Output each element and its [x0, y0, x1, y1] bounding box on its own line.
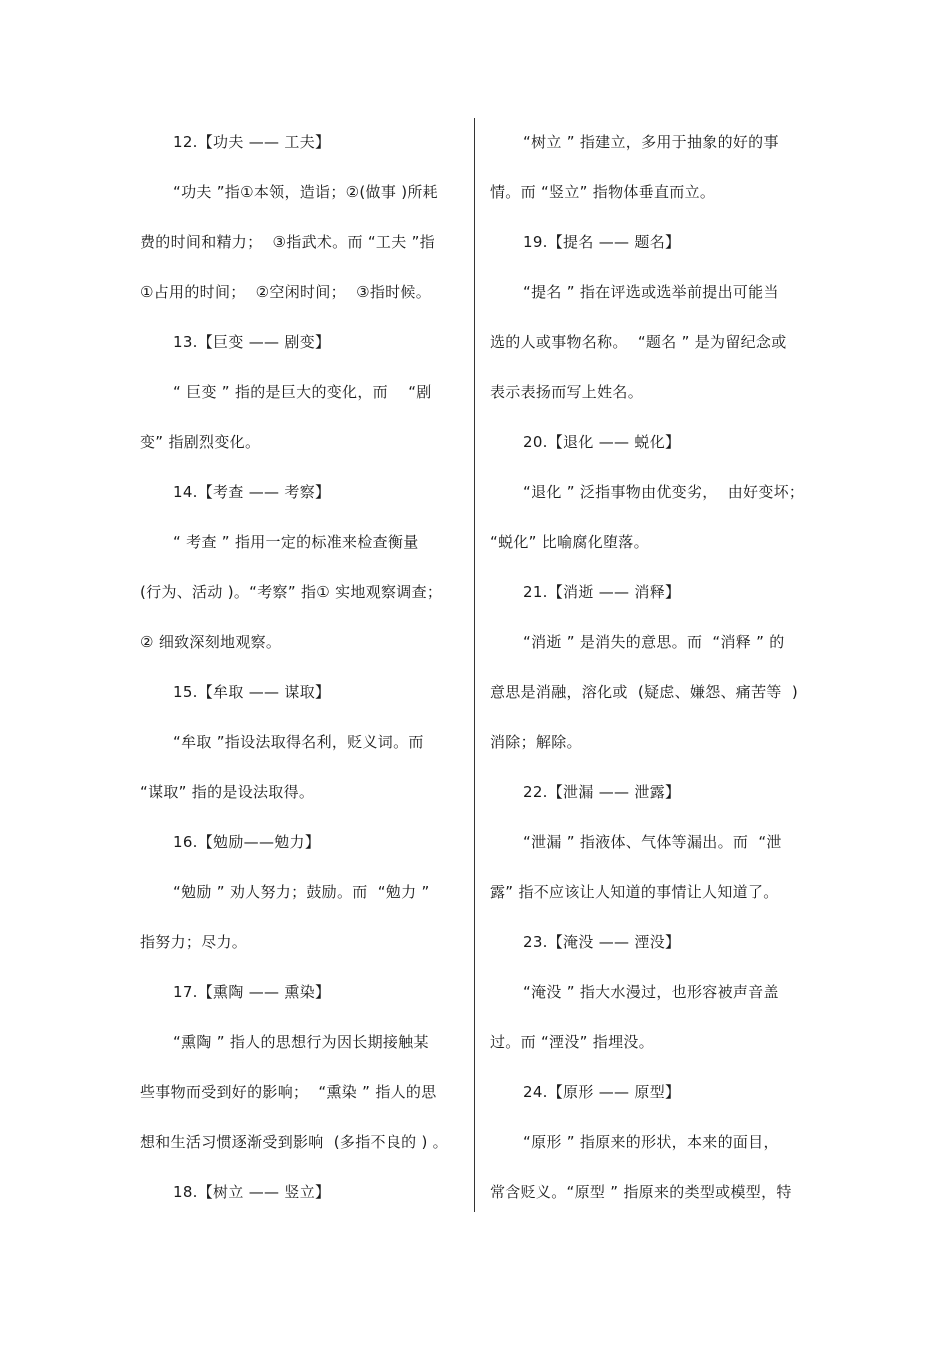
- text-line: 露” 指不应该让人知道的事情让人知道了。: [490, 883, 779, 901]
- text-line: “勉励 ” 劝人努力；鼓励。而 “勉力 ”: [173, 883, 430, 901]
- right-column: [490, 117, 820, 1217]
- text-line: “泄漏 ” 指液体、气体等漏出。而 “泄: [523, 833, 782, 851]
- text-line: 22.【泄漏 —— 泄露】: [523, 783, 681, 801]
- text-line: “ 巨变 ” 指的是巨大的变化，而 “剧: [173, 383, 432, 401]
- text-line: ② 细致深刻地观察。: [140, 633, 282, 651]
- text-line: (行为、活动 )。“考察” 指① 实地观察调查；: [140, 583, 443, 601]
- text-line: 消除；解除。: [490, 733, 582, 751]
- text-line: 19.【提名 —— 题名】: [523, 233, 681, 251]
- column-divider: [474, 118, 475, 1212]
- text-line: 意思是消融，溶化或 (疑虑、嫌怨、痛苦等 ): [490, 683, 798, 701]
- text-line: “熏陶 ” 指人的思想行为因长期接触某: [173, 1033, 429, 1051]
- text-line: “牟取 ”指设法取得名利，贬义词。而: [173, 733, 424, 751]
- text-line: “退化 ” 泛指事物由优变劣， 由好变坏；: [523, 483, 805, 501]
- text-line: “谋取” 指的是设法取得。: [140, 783, 315, 801]
- text-line: 24.【原形 —— 原型】: [523, 1083, 681, 1101]
- left-column: [140, 117, 470, 1217]
- text-line: “消逝 ” 是消失的意思。而 “消释 ” 的: [523, 633, 785, 651]
- text-line: 20.【退化 —— 蜕化】: [523, 433, 681, 451]
- text-line: 选的人或事物名称。 “题名 ” 是为留纪念或: [490, 333, 787, 351]
- text-line: 指努力；尽力。: [140, 933, 248, 951]
- text-line: 些事物而受到好的影响； “熏染 ” 指人的思: [140, 1083, 437, 1101]
- text-line: 费的时间和精力； ③指武术。而 “工夫 ”指: [140, 233, 435, 251]
- text-line: 18.【树立 —— 竖立】: [173, 1183, 331, 1201]
- text-line: 23.【淹没 —— 湮没】: [523, 933, 681, 951]
- text-line: 常含贬义。“原型 ” 指原来的类型或模型，特: [490, 1183, 792, 1201]
- text-line: 表示表扬而写上姓名。: [490, 383, 644, 401]
- text-line: “功夫 ”指①本领，造诣；②(做事 )所耗: [173, 183, 438, 201]
- text-line: 21.【消逝 —— 消释】: [523, 583, 681, 601]
- text-line: 14.【考查 —— 考察】: [173, 483, 331, 501]
- text-line: “提名 ” 指在评选或选举前提出可能当: [523, 283, 779, 301]
- text-line: “树立 ” 指建立，多用于抽象的好的事: [523, 133, 779, 151]
- text-line: 变” 指剧烈变化。: [140, 433, 261, 451]
- text-line: “淹没 ” 指大水漫过，也形容被声音盖: [523, 983, 779, 1001]
- text-line: 12.【功夫 —— 工夫】: [173, 133, 331, 151]
- text-line: 16.【勉励——勉力】: [173, 833, 321, 851]
- text-line: 13.【巨变 —— 剧变】: [173, 333, 331, 351]
- text-line: 15.【牟取 —— 谋取】: [173, 683, 331, 701]
- text-line: “蜕化” 比喻腐化堕落。: [490, 533, 649, 551]
- text-line: “ 考查 ” 指用一定的标准来检查衡量: [173, 533, 419, 551]
- text-line: 过。而 “湮没” 指埋没。: [490, 1033, 654, 1051]
- text-line: ①占用的时间； ②空闲时间； ③指时候。: [140, 283, 432, 301]
- text-line: “原形 ” 指原来的形状，本来的面目，: [523, 1133, 779, 1151]
- text-line: 想和生活习惯逐渐受到影响 (多指不良的 ) 。: [140, 1133, 448, 1151]
- text-line: 情。而 “竖立” 指物体垂直而立。: [490, 183, 716, 201]
- text-line: 17.【熏陶 —— 熏染】: [173, 983, 331, 1001]
